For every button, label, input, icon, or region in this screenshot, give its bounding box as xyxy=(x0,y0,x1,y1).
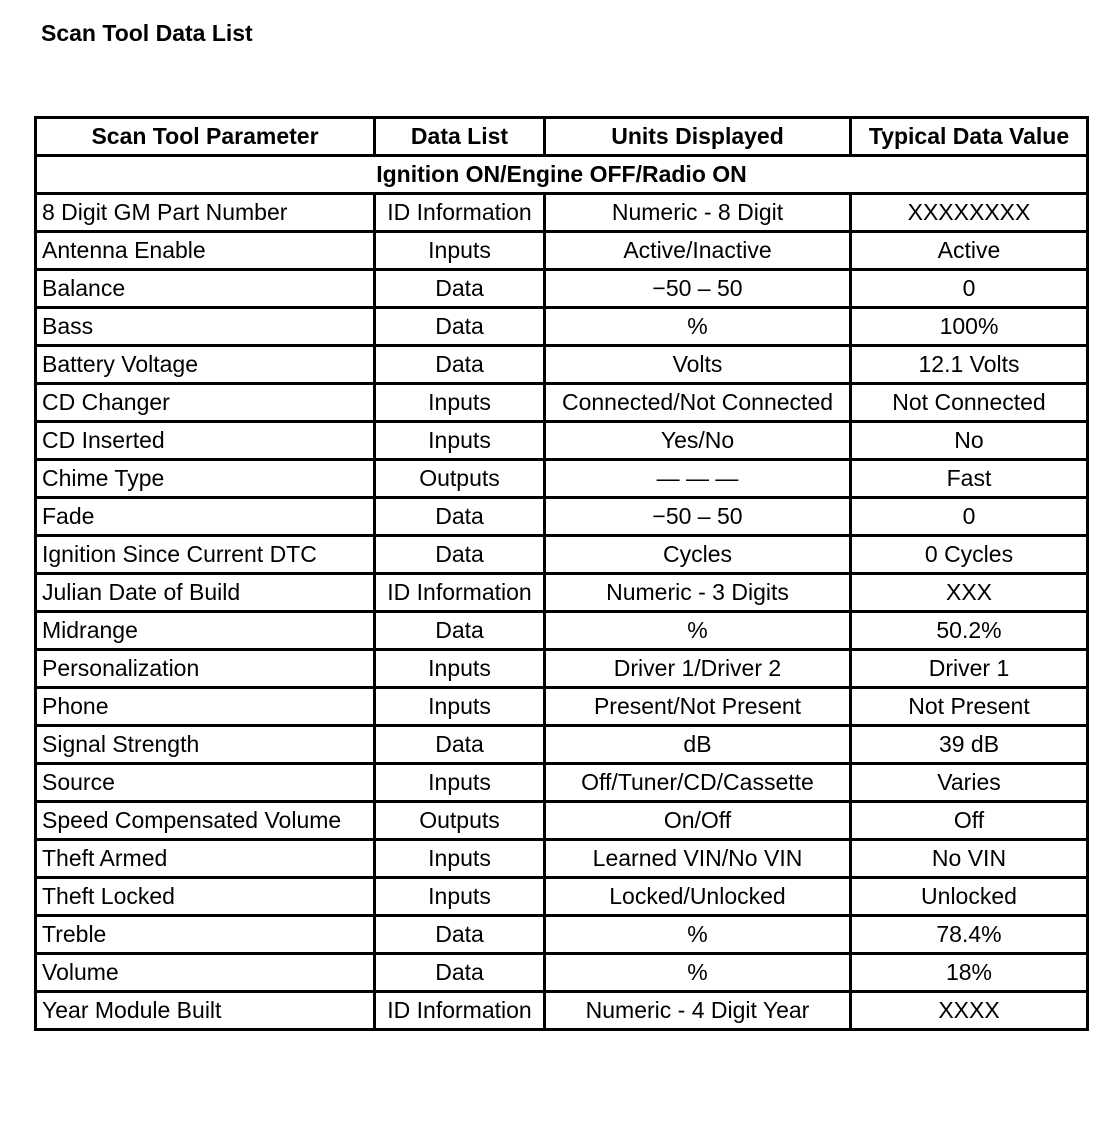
cell-data-list: Outputs xyxy=(375,802,545,840)
cell-data-list: Data xyxy=(375,916,545,954)
cell-parameter: Balance xyxy=(36,270,375,308)
cell-data-list: Outputs xyxy=(375,460,545,498)
cell-data-list: ID Information xyxy=(375,574,545,612)
cell-units: % xyxy=(545,612,851,650)
table-row xyxy=(36,878,1088,916)
cell-data-list: Data xyxy=(375,726,545,764)
cell-data-list: ID Information xyxy=(375,992,545,1030)
cell-data-list: Data xyxy=(375,612,545,650)
cell-parameter: CD Inserted xyxy=(36,422,375,460)
cell-units: −50 – 50 xyxy=(545,498,851,536)
cell-units: % xyxy=(545,308,851,346)
table-row xyxy=(36,536,1088,574)
cell-data-list: Inputs xyxy=(375,840,545,878)
cell-units: Yes/No xyxy=(545,422,851,460)
cell-typical-value: 0 Cycles xyxy=(851,536,1088,574)
table-row xyxy=(36,650,1088,688)
page-title: Scan Tool Data List xyxy=(41,20,253,46)
cell-parameter: Theft Locked xyxy=(36,878,375,916)
cell-typical-value: Unlocked xyxy=(851,878,1088,916)
cell-parameter: CD Changer xyxy=(36,384,375,422)
table-row xyxy=(36,346,1088,384)
cell-typical-value: 50.2% xyxy=(851,612,1088,650)
cell-parameter: Battery Voltage xyxy=(36,346,375,384)
cell-data-list: Inputs xyxy=(375,878,545,916)
cell-typical-value: Not Present xyxy=(851,688,1088,726)
cell-parameter: Midrange xyxy=(36,612,375,650)
cell-units: Driver 1/Driver 2 xyxy=(545,650,851,688)
table-row xyxy=(36,384,1088,422)
cell-data-list: Inputs xyxy=(375,764,545,802)
cell-typical-value: Fast xyxy=(851,460,1088,498)
cell-parameter: Year Module Built xyxy=(36,992,375,1030)
cell-data-list: Inputs xyxy=(375,384,545,422)
cell-data-list: ID Information xyxy=(375,194,545,232)
cell-typical-value: XXXX xyxy=(851,992,1088,1030)
cell-data-list: Inputs xyxy=(375,688,545,726)
cell-typical-value: 39 dB xyxy=(851,726,1088,764)
cell-units: −50 – 50 xyxy=(545,270,851,308)
cell-data-list: Data xyxy=(375,346,545,384)
cell-parameter: Source xyxy=(36,764,375,802)
section-label: Ignition ON/Engine OFF/Radio ON xyxy=(36,156,1088,194)
cell-typical-value: XXXXXXXX xyxy=(851,194,1088,232)
cell-parameter: Chime Type xyxy=(36,460,375,498)
table-header-row xyxy=(36,118,1088,156)
cell-data-list: Data xyxy=(375,270,545,308)
table-row xyxy=(36,612,1088,650)
cell-data-list: Data xyxy=(375,308,545,346)
cell-parameter: Theft Armed xyxy=(36,840,375,878)
cell-typical-value: No VIN xyxy=(851,840,1088,878)
table-row xyxy=(36,232,1088,270)
cell-data-list: Data xyxy=(375,954,545,992)
table-row xyxy=(36,194,1088,232)
cell-units: % xyxy=(545,916,851,954)
cell-typical-value: Varies xyxy=(851,764,1088,802)
cell-units: Off/Tuner/CD/Cassette xyxy=(545,764,851,802)
cell-units: Locked/Unlocked xyxy=(545,878,851,916)
cell-parameter: Ignition Since Current DTC xyxy=(36,536,375,574)
cell-typical-value: XXX xyxy=(851,574,1088,612)
cell-typical-value: Off xyxy=(851,802,1088,840)
cell-typical-value: 0 xyxy=(851,498,1088,536)
cell-typical-value: 100% xyxy=(851,308,1088,346)
header-typical-data-value: Typical Data Value xyxy=(851,118,1088,156)
table-row xyxy=(36,916,1088,954)
cell-units: Active/Inactive xyxy=(545,232,851,270)
cell-units: Connected/Not Connected xyxy=(545,384,851,422)
table-row xyxy=(36,764,1088,802)
table-row xyxy=(36,802,1088,840)
cell-data-list: Inputs xyxy=(375,232,545,270)
cell-parameter: Volume xyxy=(36,954,375,992)
cell-typical-value: No xyxy=(851,422,1088,460)
cell-units: Learned VIN/No VIN xyxy=(545,840,851,878)
cell-parameter: Julian Date of Build xyxy=(36,574,375,612)
table-row xyxy=(36,498,1088,536)
cell-parameter: Personalization xyxy=(36,650,375,688)
cell-units: — — — xyxy=(545,460,851,498)
section-row xyxy=(36,156,1088,194)
cell-typical-value: Driver 1 xyxy=(851,650,1088,688)
cell-typical-value: Not Connected xyxy=(851,384,1088,422)
cell-parameter: Fade xyxy=(36,498,375,536)
cell-typical-value: 78.4% xyxy=(851,916,1088,954)
table-row xyxy=(36,726,1088,764)
cell-data-list: Data xyxy=(375,498,545,536)
scan-tool-data-table xyxy=(34,116,1089,1031)
table-row xyxy=(36,460,1088,498)
header-scan-tool-parameter: Scan Tool Parameter xyxy=(36,118,375,156)
table-row xyxy=(36,422,1088,460)
cell-typical-value: 18% xyxy=(851,954,1088,992)
cell-typical-value: 12.1 Volts xyxy=(851,346,1088,384)
cell-units: Numeric - 8 Digit xyxy=(545,194,851,232)
cell-units: Present/Not Present xyxy=(545,688,851,726)
header-data-list: Data List xyxy=(375,118,545,156)
cell-units: Volts xyxy=(545,346,851,384)
cell-data-list: Inputs xyxy=(375,422,545,460)
cell-units: On/Off xyxy=(545,802,851,840)
table-row xyxy=(36,574,1088,612)
cell-data-list: Data xyxy=(375,536,545,574)
cell-units: Cycles xyxy=(545,536,851,574)
table-row xyxy=(36,270,1088,308)
cell-typical-value: 0 xyxy=(851,270,1088,308)
cell-parameter: Antenna Enable xyxy=(36,232,375,270)
table-row xyxy=(36,308,1088,346)
cell-parameter: 8 Digit GM Part Number xyxy=(36,194,375,232)
cell-units: Numeric - 4 Digit Year xyxy=(545,992,851,1030)
cell-units: dB xyxy=(545,726,851,764)
cell-parameter: Phone xyxy=(36,688,375,726)
cell-parameter: Speed Compensated Volume xyxy=(36,802,375,840)
header-units-displayed: Units Displayed xyxy=(545,118,851,156)
table-body xyxy=(36,156,1088,1030)
cell-parameter: Bass xyxy=(36,308,375,346)
cell-typical-value: Active xyxy=(851,232,1088,270)
cell-parameter: Signal Strength xyxy=(36,726,375,764)
table-row xyxy=(36,688,1088,726)
cell-units: % xyxy=(545,954,851,992)
cell-units: Numeric - 3 Digits xyxy=(545,574,851,612)
cell-data-list: Inputs xyxy=(375,650,545,688)
table-row xyxy=(36,840,1088,878)
table-row xyxy=(36,954,1088,992)
cell-parameter: Treble xyxy=(36,916,375,954)
table-row xyxy=(36,992,1088,1030)
